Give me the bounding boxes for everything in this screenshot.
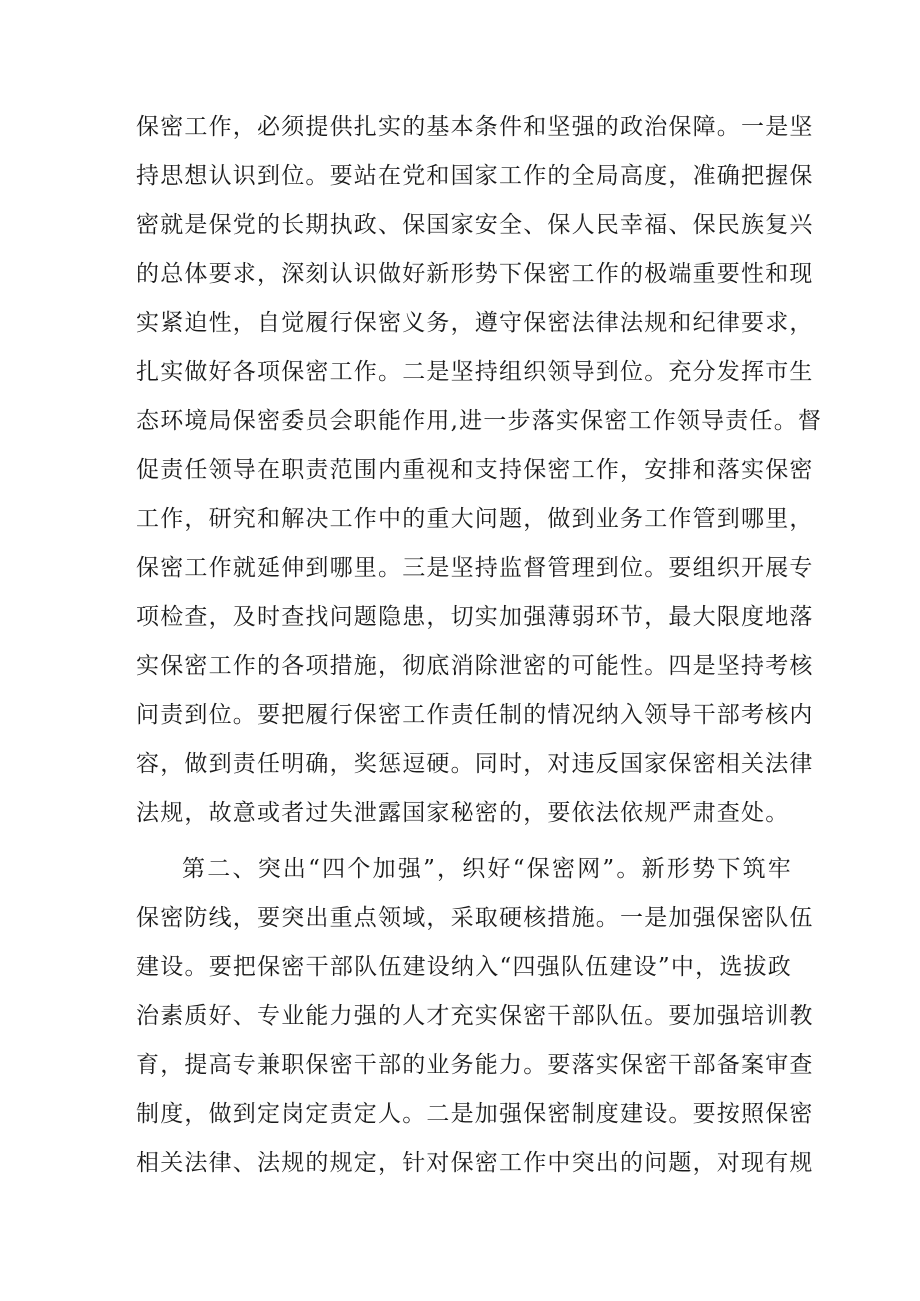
text-line: 扎实做好各项保密工作。二是坚持组织领导到位。充分发挥市生 bbox=[136, 359, 814, 385]
text-line: 治素质好、专业能力强的人才充实保密干部队伍。要加强培训教 bbox=[136, 1003, 814, 1029]
text-line: 密就是保党的长期执政、保国家安全、保人民幸福、保民族复兴 bbox=[136, 212, 814, 238]
text-line: 保密工作，必须提供扎实的基本条件和坚强的政治保障。一是坚 bbox=[136, 114, 814, 140]
text-line: 问责到位。要把履行保密工作责任制的情况纳入领导干部考核内 bbox=[136, 702, 814, 728]
text-line: 保密工作就延伸到哪里。三是坚持监督管理到位。要组织开展专 bbox=[136, 555, 814, 581]
text-line: 实紧迫性，自觉履行保密义务，遵守保密法律法规和纪律要求， bbox=[136, 310, 814, 336]
text-line: 的总体要求，深刻认识做好新形势下保密工作的极端重要性和现 bbox=[136, 261, 814, 287]
text-line: 育，提高专兼职保密干部的业务能力。要落实保密干部备案审查 bbox=[136, 1052, 814, 1078]
paragraph-2 bbox=[136, 845, 814, 1188]
text-line: 促责任领导在职责范围内重视和支持保密工作，安排和落实保密 bbox=[136, 457, 814, 483]
text-line: 建设。要把保密干部队伍建设纳入“四强队伍建设”中，选拔政 bbox=[136, 954, 792, 980]
text-line: 保密防线，要突出重点领域，采取硬核措施。一是加强保密队伍 bbox=[136, 905, 814, 931]
text-line: 项检查，及时查找问题隐患，切实加强薄弱环节，最大限度地落 bbox=[136, 604, 814, 630]
paragraph-1 bbox=[136, 103, 823, 838]
text-line: 态环境局保密委员会职能作用,进一步落实保密工作领导责任。督 bbox=[136, 408, 823, 434]
text-line: 容，做到责任明确，奖惩逗硬。同时，对违反国家保密相关法律 bbox=[136, 751, 814, 777]
text-line: 实保密工作的各项措施，彻底消除泄密的可能性。四是坚持考核 bbox=[136, 653, 814, 679]
document-body bbox=[136, 103, 823, 1188]
text-line: 第二、突出“四个加强”，织好“保密网”。新形势下筑牢 bbox=[182, 856, 792, 882]
text-line: 工作，研究和解决工作中的重大问题，做到业务工作管到哪里， bbox=[136, 506, 814, 532]
text-line: 法规，故意或者过失泄露国家秘密的，要依法依规严肃查处。 bbox=[136, 800, 790, 826]
paragraph-spacer bbox=[136, 838, 792, 845]
text-line: 相关法律、法规的规定，针对保密工作中突出的问题，对现有规 bbox=[136, 1150, 814, 1176]
text-line: 持思想认识到位。要站在党和国家工作的全局高度，准确把握保 bbox=[136, 163, 814, 189]
text-line: 制度，做到定岗定责定人。二是加强保密制度建设。要按照保密 bbox=[136, 1101, 814, 1127]
